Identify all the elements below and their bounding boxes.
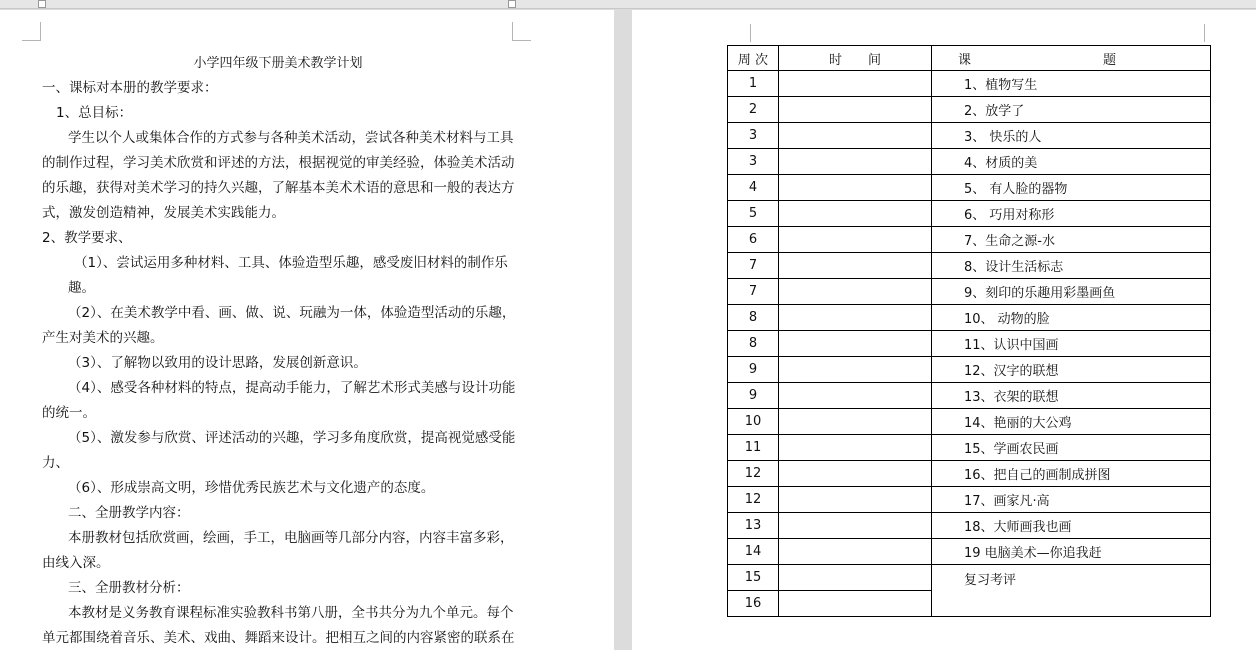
table-header-row <box>728 46 1211 71</box>
table-row <box>728 539 1211 565</box>
ruler <box>0 0 1256 9</box>
paragraph-line: （1）、尝试运用多种材料、工具、体验造型乐趣，感受废旧材料的制作乐 <box>74 255 508 271</box>
week-cell: 1 <box>728 71 779 97</box>
time-cell[interactable] <box>779 487 932 513</box>
time-cell[interactable] <box>779 279 932 305</box>
header-topic-char-1: 课 <box>958 52 972 68</box>
time-cell[interactable] <box>779 227 932 253</box>
time-cell[interactable] <box>779 461 932 487</box>
table-row <box>728 435 1211 461</box>
table-row <box>728 123 1211 149</box>
topic-cell: 8、设计生活标志 <box>932 253 1211 279</box>
topic-cell: 18、大师画我也画 <box>932 513 1211 539</box>
table-row <box>728 409 1211 435</box>
topic-cell: 19 电脑美术—你追我赶 <box>932 539 1211 565</box>
time-cell[interactable] <box>779 513 932 539</box>
week-cell: 7 <box>728 279 779 305</box>
table-row <box>728 513 1211 539</box>
week-cell: 13 <box>728 513 779 539</box>
table-row <box>728 227 1211 253</box>
week-cell: 5 <box>728 201 779 227</box>
week-cell: 3 <box>728 149 779 175</box>
time-cell[interactable] <box>779 435 932 461</box>
topic-cell: 1、植物写生 <box>932 71 1211 97</box>
time-cell[interactable] <box>779 253 932 279</box>
paragraph-line: 产生对美术的兴趣。 <box>42 330 164 346</box>
topic-cell: 13、衣架的联想 <box>932 383 1211 409</box>
paragraph-line: （3）、了解物以致用的设计思路，发展创新意识。 <box>68 355 367 371</box>
paragraph-line: 的统一。 <box>42 405 96 421</box>
time-cell[interactable] <box>779 565 932 591</box>
subheading-requirements: 2、教学要求、 <box>42 230 132 246</box>
paragraph-line: 力、 <box>42 455 69 471</box>
topic-cell: 6、 巧用对称形 <box>932 201 1211 227</box>
paragraph-line: 的乐趣，获得对美术学习的持久兴趣，了解基本美术术语的意思和一般的表达方 <box>42 180 515 196</box>
ruler-marker-left[interactable] <box>38 0 46 8</box>
paragraph-line: （5）、激发参与欣赏、评述活动的兴趣，学习多角度欣赏，提高视觉感受能 <box>68 430 516 446</box>
table-row <box>728 331 1211 357</box>
paragraph-line: 的制作过程，学习美术欣赏和评述的方法，根据视觉的审美经验，体验美术活动 <box>42 155 515 171</box>
ruler-marker-right[interactable] <box>508 0 516 8</box>
topic-cell: 14、艳丽的大公鸡 <box>932 409 1211 435</box>
week-cell: 3 <box>728 123 779 149</box>
table-row <box>728 175 1211 201</box>
time-cell[interactable] <box>779 175 932 201</box>
header-topic-char-2: 题 <box>1103 52 1117 68</box>
paragraph-line: 本教材是义务教育课程标准实验教科书第八册，全书共分为九个单元。每个 <box>68 605 514 621</box>
margin-corner-top-right <box>512 22 531 41</box>
review-topic-cell: 复习考评 <box>932 565 1211 617</box>
week-cell: 10 <box>728 409 779 435</box>
topic-cell: 7、生命之源-水 <box>932 227 1211 253</box>
paragraph-line: 式，激发创造精神，发展美术实践能力。 <box>42 205 285 221</box>
week-cell: 2 <box>728 97 779 123</box>
schedule-table <box>727 45 1211 617</box>
table-row <box>728 565 1211 591</box>
week-cell: 12 <box>728 487 779 513</box>
time-cell[interactable] <box>779 123 932 149</box>
week-cell: 12 <box>728 461 779 487</box>
time-cell[interactable] <box>779 305 932 331</box>
table-row <box>728 149 1211 175</box>
week-cell: 7 <box>728 253 779 279</box>
time-cell[interactable] <box>779 539 932 565</box>
week-cell: 8 <box>728 331 779 357</box>
week-cell: 4 <box>728 175 779 201</box>
time-cell[interactable] <box>779 591 932 617</box>
topic-cell: 17、画家凡·高 <box>932 487 1211 513</box>
table-row <box>728 487 1211 513</box>
document-page-right <box>632 10 1256 650</box>
margin-corner-top-left <box>22 22 41 41</box>
paragraph-line: （6）、形成崇高文明，珍惜优秀民族艺术与文化遗产的态度。 <box>68 480 435 496</box>
topic-cell: 5、 有人脸的器物 <box>932 175 1211 201</box>
time-cell[interactable] <box>779 331 932 357</box>
paragraph-line: 单元都围绕着音乐、美术、戏曲、舞蹈来设计。把相互之间的内容紧密的联系在 <box>42 630 515 646</box>
time-cell[interactable] <box>779 201 932 227</box>
table-row <box>728 71 1211 97</box>
table-row <box>728 279 1211 305</box>
subheading-goal: 1、总目标： <box>56 105 133 121</box>
topic-cell: 2、放学了 <box>932 97 1211 123</box>
topic-cell: 16、把自己的画制成拼图 <box>932 461 1211 487</box>
table-row <box>728 357 1211 383</box>
header-topic <box>932 46 1211 71</box>
paragraph-line: 由线入深。 <box>42 555 110 571</box>
paragraph-line: （2）、在美术教学中看、画、做、说、玩融为一体，体验造型活动的乐趣， <box>68 305 516 321</box>
topic-cell: 11、认识中国画 <box>932 331 1211 357</box>
heading-1: 一、课标对本册的教学要求： <box>42 80 218 96</box>
document-page-left <box>0 10 614 650</box>
document-title: 小学四年级下册美术教学计划 <box>193 56 363 71</box>
paragraph-line: 学生以个人或集体合作的方式参与各种美术活动，尝试各种美术材料与工具 <box>68 130 514 146</box>
topic-cell: 3、 快乐的人 <box>932 123 1211 149</box>
header-week: 周 次 <box>728 46 779 71</box>
time-cell[interactable] <box>779 149 932 175</box>
paragraph-line: 本册教材包括欣赏画，绘画，手工，电脑画等几部分内容，内容丰富多彩， <box>68 530 514 546</box>
topic-cell: 12、汉字的联想 <box>932 357 1211 383</box>
header-time: 时 间 <box>779 46 932 71</box>
table-row <box>728 383 1211 409</box>
table-row <box>728 461 1211 487</box>
topic-cell: 9、刻印的乐趣用彩墨画鱼 <box>932 279 1211 305</box>
topic-cell: 4、材质的美 <box>932 149 1211 175</box>
heading-2: 二、全册教学内容： <box>68 505 190 521</box>
week-cell: 15 <box>728 565 779 591</box>
week-cell: 16 <box>728 591 779 617</box>
table-row <box>728 201 1211 227</box>
time-cell[interactable] <box>779 97 932 123</box>
table-row <box>728 97 1211 123</box>
week-cell: 14 <box>728 539 779 565</box>
margin-corner-top-left <box>732 24 751 42</box>
time-cell[interactable] <box>779 383 932 409</box>
paragraph-line: 趣。 <box>68 280 95 296</box>
margin-corner-top-right <box>1204 24 1223 42</box>
paragraph-line: （4）、感受各种材料的特点，提高动手能力，了解艺术形式美感与设计功能 <box>68 380 516 396</box>
heading-3: 三、全册教材分析： <box>68 580 190 596</box>
page-gap <box>614 10 632 650</box>
topic-cell: 15、学画农民画 <box>932 435 1211 461</box>
table-row <box>728 253 1211 279</box>
time-cell[interactable] <box>779 409 932 435</box>
week-cell: 8 <box>728 305 779 331</box>
table-row <box>728 305 1211 331</box>
time-cell[interactable] <box>779 71 932 97</box>
week-cell: 11 <box>728 435 779 461</box>
topic-cell: 10、 动物的脸 <box>932 305 1211 331</box>
time-cell[interactable] <box>779 357 932 383</box>
week-cell: 6 <box>728 227 779 253</box>
week-cell: 9 <box>728 357 779 383</box>
week-cell: 9 <box>728 383 779 409</box>
